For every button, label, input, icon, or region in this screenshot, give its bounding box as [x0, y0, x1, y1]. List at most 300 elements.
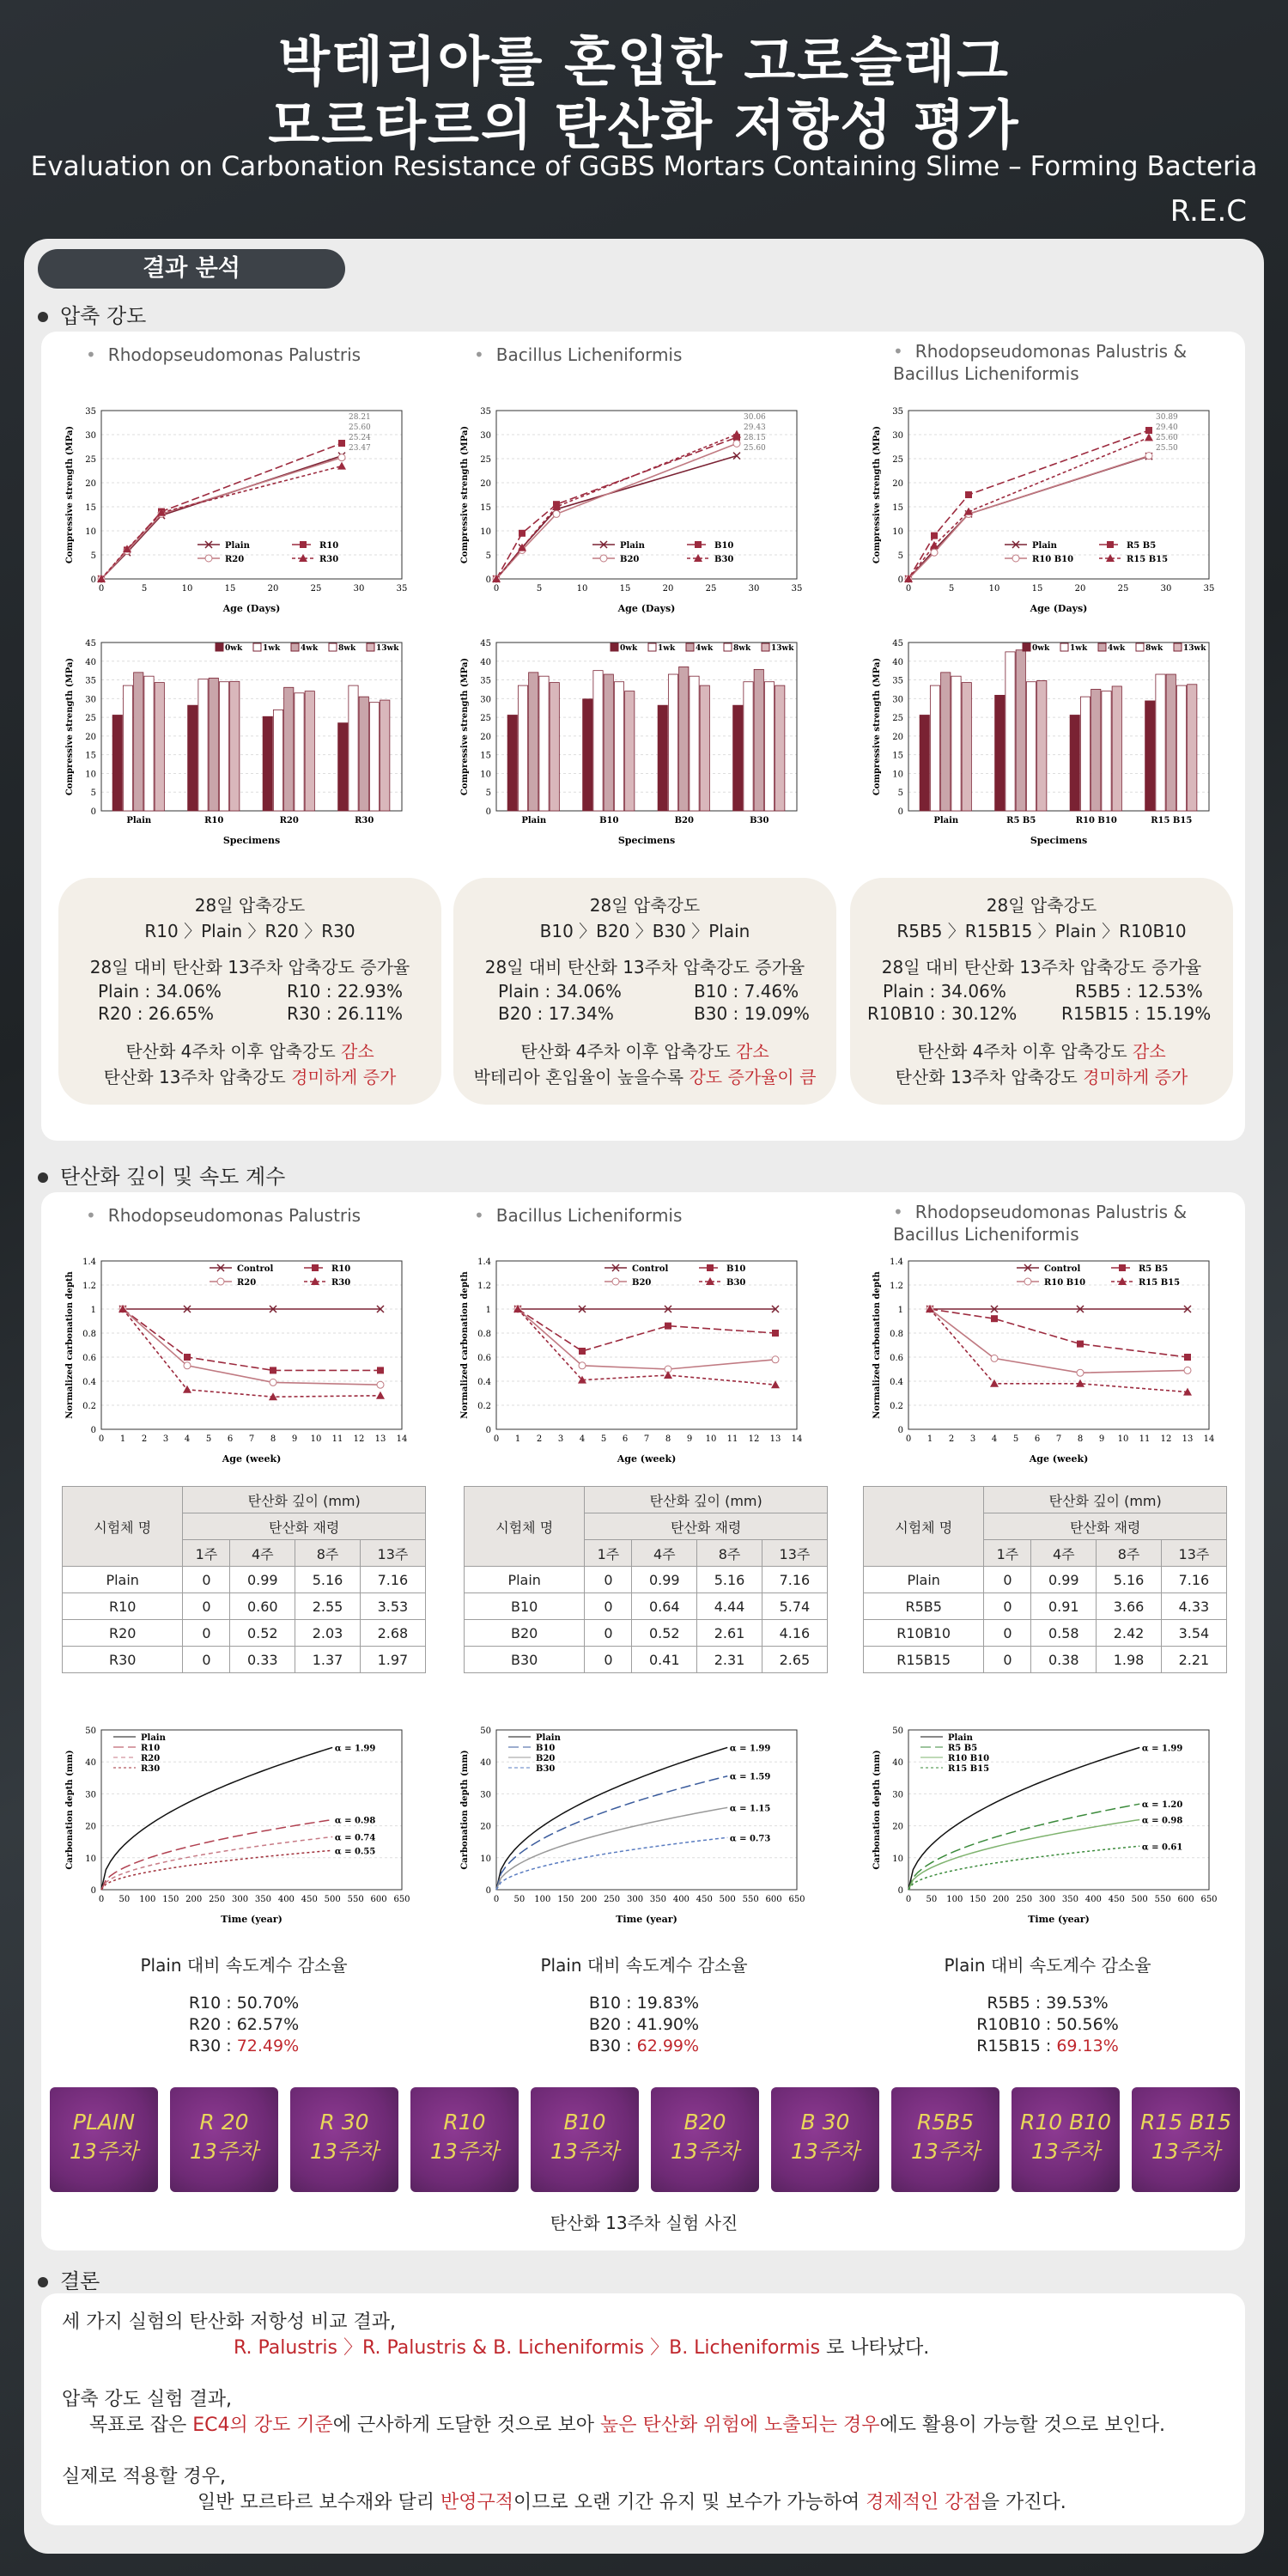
alpha-label: α = 0.98: [334, 1816, 376, 1826]
y-tick-label: 40: [892, 1758, 903, 1769]
data-point: [184, 1362, 191, 1369]
photo-label: 13주차: [790, 2139, 860, 2164]
x-tick-label: 300: [231, 1895, 249, 1904]
x-tick-label: 10: [181, 584, 193, 594]
bar: [604, 674, 613, 811]
table-cell: 0.38: [1031, 1647, 1097, 1673]
summary-note-2: 탄산화 13주차 압축강도 경미하게 증가: [895, 1067, 1188, 1087]
y-tick-label: 0.2: [477, 1402, 491, 1411]
legend-swatch: [1023, 643, 1030, 651]
bar: [273, 709, 283, 811]
y-axis-label: Carbonation depth (mm): [65, 1750, 75, 1870]
y-tick-label: 20: [892, 479, 903, 489]
x-axis-label: Specimens: [617, 835, 676, 846]
species-label-2b: • Bacillus Licheniformis: [474, 1204, 800, 1227]
table-cell: 7.16: [360, 1567, 425, 1593]
table-cell: 5.16: [295, 1567, 361, 1593]
prediction-chart-r: [60, 1714, 438, 1929]
x-tick-label: 600: [370, 1895, 387, 1904]
summary-value: B10 : 7.46%: [694, 981, 799, 1002]
photo-label: 13주차: [189, 2139, 259, 2164]
carbonation-depth-chart-r: [60, 1245, 438, 1469]
legend-label: 13wk: [1183, 644, 1206, 653]
legend-label: 8wk: [338, 644, 356, 653]
x-tick-label: 9: [686, 1434, 693, 1444]
legend-label: 8wk: [733, 644, 751, 653]
data-point: [579, 1348, 586, 1355]
legend-marker: [612, 1278, 619, 1285]
y-axis-label: Compressive strength (MPa): [65, 425, 75, 564]
x-tick-label: 8: [665, 1434, 671, 1444]
lab-name: R.E.C: [1170, 194, 1247, 228]
y-tick-label: 15: [85, 751, 96, 761]
table-cell: 0: [183, 1620, 230, 1647]
legend-label: R10 B10: [1032, 555, 1074, 564]
legend-swatch: [1174, 643, 1182, 651]
x-tick-label: 0: [493, 1434, 500, 1444]
bar: [1005, 652, 1015, 811]
table-cell: 2.42: [1097, 1620, 1162, 1647]
category-label: R20: [279, 816, 299, 825]
table-cell: R10B10: [864, 1620, 984, 1647]
data-label: 25.50: [1156, 444, 1178, 453]
bar: [219, 682, 228, 811]
section-pill: 결과 분석: [38, 249, 345, 289]
table-cell: 1.37: [295, 1647, 361, 1673]
y-tick-label: 0: [90, 807, 96, 817]
y-tick-label: 20: [480, 1822, 491, 1832]
x-tick-label: 14: [1203, 1434, 1215, 1444]
table-row: [864, 1620, 1227, 1647]
bar: [1026, 682, 1036, 811]
prediction-chart-b: [455, 1714, 833, 1929]
legend-label: R10: [319, 541, 339, 551]
bar: [1188, 685, 1197, 811]
x-tick-label: 7: [643, 1434, 650, 1444]
data-point: [337, 462, 346, 470]
data-point: [1145, 453, 1152, 460]
data-point: [1184, 1367, 1191, 1373]
bar: [679, 667, 689, 811]
x-tick-label: 6: [1034, 1434, 1041, 1444]
carbonation-depth-chart-b: [455, 1245, 833, 1469]
summary-heading: 28일 압축강도: [194, 895, 306, 916]
x-tick-label: 0: [98, 584, 105, 594]
table-header: 탄산화 깊이 (mm): [585, 1487, 828, 1513]
legend-label: R20: [141, 1754, 161, 1763]
x-tick-label: 1: [927, 1434, 933, 1444]
table-cell: 7.16: [762, 1567, 827, 1593]
table-cell: 0.64: [632, 1593, 697, 1620]
y-tick-label: 0.2: [82, 1402, 96, 1411]
x-tick-label: 0: [98, 1434, 105, 1444]
bar: [625, 691, 635, 811]
summary-heading: 28일 압축강도: [986, 895, 1097, 916]
table-cell: 2.65: [762, 1647, 827, 1673]
data-point: [991, 1315, 998, 1322]
data-point: [338, 454, 345, 461]
y-axis-label: Carbonation depth (mm): [460, 1750, 470, 1870]
velocity-title-rb: Plain 대비 속도계수 감소율: [944, 1955, 1151, 1976]
bar: [529, 673, 538, 811]
y-tick-label: 15: [892, 751, 903, 761]
series-line: [518, 1309, 775, 1369]
y-tick-label: 15: [85, 503, 96, 513]
data-point: [772, 1330, 779, 1337]
data-label: 23.47: [349, 444, 371, 453]
summary-rate-title: 28일 대비 탄산화 13주차 압축강도 증가율: [484, 957, 805, 977]
x-tick-label: 450: [696, 1895, 713, 1904]
y-tick-label: 20: [85, 732, 96, 742]
category-label: B20: [674, 816, 694, 825]
species-label-3: • Rhodopseudomonas Palustris & Bacillus Licheniformis: [893, 340, 1219, 385]
x-tick-label: 2: [536, 1434, 543, 1444]
photo-label: B 30: [800, 2110, 850, 2134]
legend-label: B30: [714, 555, 734, 564]
x-tick-label: 500: [1131, 1895, 1148, 1904]
legend-label: R5 B5: [1127, 541, 1157, 551]
table-header: 시험체 명: [864, 1487, 984, 1567]
legend-label: B20: [620, 555, 640, 564]
x-axis-label: Age (Days): [1030, 603, 1088, 614]
legend-marker: [1107, 541, 1114, 548]
x-axis-label: Age (Days): [617, 603, 676, 614]
data-point: [931, 549, 938, 556]
species-label-1: • Rhodopseudomonas Palustris: [86, 344, 412, 366]
y-tick-label: 25: [892, 714, 903, 724]
y-tick-label: 0: [897, 1426, 903, 1435]
x-tick-label: 50: [118, 1895, 131, 1904]
y-tick-label: 40: [85, 657, 96, 667]
x-tick-label: 350: [1061, 1895, 1079, 1904]
legend-label: B20: [536, 1754, 556, 1763]
y-tick-label: 20: [892, 732, 903, 742]
x-tick-label: 400: [277, 1895, 295, 1904]
table-header: 탄산화 깊이 (mm): [984, 1487, 1227, 1513]
specimen-photo: [531, 2087, 639, 2192]
bar: [775, 685, 785, 811]
strength-bar-chart-rb: [867, 627, 1245, 850]
bar: [658, 705, 667, 811]
summary-value: R10B10 : 30.12%: [867, 1003, 1018, 1024]
y-axis-label: Normalized carbonation depth: [460, 1271, 470, 1419]
bar: [134, 673, 143, 811]
table-cell: 2.68: [360, 1620, 425, 1647]
photo-label: R15 B15: [1139, 2110, 1232, 2134]
velocity-rates-b: B10 : 19.83% B20 : 41.90% B30 : 62.99%: [588, 1994, 700, 2055]
table-header: 시험체 명: [465, 1487, 585, 1567]
x-tick-label: 13: [1182, 1434, 1194, 1444]
y-tick-label: 30: [892, 431, 903, 441]
table-row: [864, 1593, 1227, 1620]
x-tick-label: 9: [1098, 1434, 1105, 1444]
specimen-photo: [771, 2087, 879, 2192]
bar: [284, 687, 294, 811]
x-tick-label: 35: [1203, 584, 1215, 594]
legend-swatch: [1136, 643, 1144, 651]
alpha-label: α = 0.61: [1141, 1842, 1183, 1853]
summary-value: B20 : 17.34%: [498, 1003, 614, 1024]
data-label: 25.60: [349, 423, 371, 432]
x-tick-label: 8: [1077, 1434, 1084, 1444]
x-tick-label: 400: [672, 1895, 690, 1904]
x-tick-label: 0: [98, 1895, 105, 1904]
bar: [155, 683, 164, 811]
category-label: B10: [599, 816, 619, 825]
x-tick-label: 5: [205, 1434, 212, 1444]
prediction-curve: [101, 1747, 332, 1890]
x-tick-label: 14: [396, 1434, 408, 1444]
category-label: R30: [355, 816, 374, 825]
table-row: [465, 1620, 828, 1647]
data-label: 25.60: [1156, 434, 1178, 442]
bar: [1156, 674, 1165, 811]
x-tick-label: 600: [765, 1895, 782, 1904]
x-tick-label: 5: [948, 584, 955, 594]
y-axis-label: Compressive strength (MPa): [460, 425, 470, 564]
y-tick-label: 0.6: [82, 1354, 96, 1363]
data-point: [377, 1381, 384, 1388]
bar: [507, 715, 517, 811]
photo-label: 13주차: [670, 2139, 740, 2164]
y-tick-label: 0.4: [82, 1378, 96, 1387]
data-point: [270, 1367, 276, 1373]
data-label: 29.40: [1156, 423, 1178, 432]
table-header: 13주: [1161, 1540, 1226, 1567]
strength-line-chart-r: [60, 395, 438, 618]
velocity-title-b: Plain 대비 속도계수 감소율: [540, 1955, 748, 1976]
legend-label: B10: [536, 1744, 556, 1753]
y-axis-label: Normalized carbonation depth: [872, 1271, 882, 1419]
x-tick-label: 10: [310, 1434, 322, 1444]
category-label: R10 B10: [1075, 816, 1117, 825]
data-point: [732, 430, 741, 438]
y-tick-label: 1.2: [82, 1282, 96, 1291]
table-cell: 0.99: [632, 1567, 697, 1593]
legend-swatch: [648, 643, 656, 651]
series-line: [123, 1309, 380, 1385]
prediction-curve: [101, 1850, 332, 1890]
bar: [295, 693, 304, 811]
x-tick-label: 450: [301, 1895, 318, 1904]
x-axis-label: Time (year): [221, 1914, 283, 1925]
photo-label: 13주차: [550, 2139, 620, 2164]
table-cell: 1.97: [360, 1647, 425, 1673]
x-axis-label: Age (week): [222, 1453, 282, 1465]
y-tick-label: 1.4: [82, 1258, 96, 1267]
bar: [1112, 686, 1121, 811]
x-tick-label: 20: [1074, 584, 1086, 594]
table-row: [63, 1647, 426, 1673]
data-point: [269, 1392, 277, 1400]
x-tick-label: 11: [331, 1434, 343, 1444]
photo-label: 13주차: [910, 2139, 981, 2164]
data-point: [553, 510, 560, 517]
photo-label: R 30: [319, 2110, 369, 2134]
series-line: [930, 1309, 1188, 1392]
bar: [550, 683, 559, 811]
data-label: 29.43: [744, 423, 766, 432]
specimen-photo: [1132, 2087, 1240, 2192]
prediction-chart-rb: [867, 1714, 1245, 1929]
y-tick-label: 1: [90, 1306, 96, 1315]
y-tick-label: 0: [90, 575, 96, 585]
x-tick-label: 6: [227, 1434, 234, 1444]
x-tick-label: 650: [1200, 1895, 1218, 1904]
legend-marker: [312, 1264, 319, 1271]
x-tick-label: 0: [493, 584, 500, 594]
x-tick-label: 5: [1012, 1434, 1019, 1444]
bar: [539, 676, 549, 811]
prediction-curve: [908, 1819, 1139, 1890]
subtitle: Evaluation on Carbonation Resistance of GGBS Mortars Containing Slime – Forming Bacteria: [30, 151, 1258, 182]
legend-label: Control: [632, 1264, 669, 1274]
bar: [920, 715, 929, 811]
y-tick-label: 15: [480, 751, 491, 761]
bar: [1070, 715, 1079, 811]
x-tick-label: 250: [209, 1895, 226, 1904]
table-row: [465, 1593, 828, 1620]
y-tick-label: 1.2: [890, 1282, 903, 1291]
y-tick-label: 50: [85, 1726, 96, 1736]
x-tick-label: 25: [310, 584, 322, 594]
legend-label: 4wk: [301, 644, 319, 653]
y-tick-label: 0.6: [890, 1354, 903, 1363]
strength-line-chart-b: [455, 395, 833, 618]
x-tick-label: 500: [719, 1895, 736, 1904]
depth-table-r: [62, 1486, 426, 1673]
photo-label: 13주차: [69, 2139, 139, 2164]
x-tick-label: 13: [769, 1434, 781, 1444]
data-point: [772, 1356, 779, 1363]
y-tick-label: 1.2: [477, 1282, 491, 1291]
bar: [518, 685, 527, 811]
x-tick-label: 450: [1108, 1895, 1125, 1904]
category-label: Plain: [126, 816, 152, 825]
y-tick-label: 35: [480, 407, 491, 417]
legend-label: R15 B15: [1127, 555, 1169, 564]
x-tick-label: 5: [600, 1434, 607, 1444]
x-tick-label: 1: [514, 1434, 521, 1444]
legend-marker: [695, 541, 702, 548]
x-tick-label: 650: [393, 1895, 410, 1904]
bar: [733, 705, 743, 811]
x-tick-label: 100: [534, 1895, 551, 1904]
conclusion-line: 압축 강도 실험 결과,: [62, 2389, 232, 2410]
bar: [230, 681, 240, 811]
summary-value: R20 : 26.65%: [98, 1003, 215, 1024]
summary-note-2: 탄산화 13주차 압축강도 경미하게 증가: [103, 1067, 397, 1087]
x-tick-label: 0: [905, 1895, 912, 1904]
summary-note-2: 박테리아 혼입율이 높을수록 강도 증가율이 큼: [473, 1067, 817, 1087]
summary-note-1: 탄산화 4주차 이후 압축강도 감소: [520, 1041, 769, 1062]
y-tick-label: 40: [480, 1758, 491, 1769]
table-cell: 0.41: [632, 1647, 697, 1673]
data-point: [665, 1323, 671, 1330]
carbonation-depth-chart-rb: [867, 1245, 1245, 1469]
series-line: [518, 1309, 775, 1385]
x-tick-label: 13: [374, 1434, 386, 1444]
table-cell: R5B5: [864, 1593, 984, 1620]
bar: [1166, 674, 1176, 811]
table-cell: 7.16: [1161, 1567, 1226, 1593]
y-tick-label: 1: [897, 1306, 903, 1315]
prediction-curve: [496, 1807, 727, 1890]
summary-card-rb: [850, 878, 1233, 1105]
table-header: 13주: [762, 1540, 827, 1567]
x-tick-label: 550: [1154, 1895, 1171, 1904]
y-tick-label: 40: [480, 657, 491, 667]
x-tick-label: 10: [576, 584, 588, 594]
y-tick-label: 0.6: [477, 1354, 491, 1363]
specimen-photo: [170, 2087, 278, 2192]
legend-label: R30: [331, 1278, 351, 1288]
legend-marker: [600, 555, 607, 562]
alpha-label: α = 0.55: [334, 1847, 376, 1857]
data-point: [377, 1367, 384, 1373]
conclusion-line: 세 가지 실험의 탄산화 저항성 비교 결과,: [62, 2311, 396, 2333]
bar: [951, 676, 961, 811]
legend-label: Plain: [141, 1733, 166, 1743]
category-label: B30: [750, 816, 769, 825]
y-tick-label: 35: [892, 407, 903, 417]
table-cell: 2.21: [1161, 1647, 1226, 1673]
summary-card-b: [453, 878, 836, 1105]
strength-bar-chart-b: [455, 627, 833, 850]
x-tick-label: 50: [513, 1895, 526, 1904]
table-cell: 2.31: [697, 1647, 762, 1673]
y-tick-label: 10: [892, 1854, 903, 1864]
y-tick-label: 35: [892, 676, 903, 686]
bar: [349, 685, 358, 811]
section-conclusion: 결론: [38, 2264, 100, 2294]
series-line: [518, 1309, 775, 1351]
y-tick-label: 1.4: [477, 1258, 491, 1267]
table-cell: R15B15: [864, 1647, 984, 1673]
table-cell: 2.55: [295, 1593, 361, 1620]
table-cell: 2.61: [697, 1620, 762, 1647]
y-tick-label: 45: [480, 639, 491, 649]
table-cell: 0: [585, 1593, 632, 1620]
y-tick-label: 35: [480, 676, 491, 686]
y-tick-label: 10: [85, 1854, 96, 1864]
prediction-curve: [101, 1819, 332, 1890]
x-tick-label: 4: [184, 1434, 191, 1444]
table-header: 13주: [360, 1540, 425, 1567]
alpha-label: α = 0.73: [729, 1834, 771, 1844]
legend-label: R5 B5: [1139, 1264, 1169, 1274]
legend-label: Control: [1044, 1264, 1081, 1274]
legend-marker: [1012, 555, 1019, 562]
y-axis-label: Carbonation depth (mm): [872, 1750, 882, 1870]
x-tick-label: 20: [662, 584, 674, 594]
summary-value: R30 : 26.11%: [287, 1003, 404, 1024]
y-tick-label: 20: [480, 732, 491, 742]
summary-value: Plain : 34.06%: [883, 981, 1006, 1002]
y-tick-label: 30: [85, 695, 96, 705]
photo-label: B20: [683, 2110, 726, 2134]
x-tick-label: 250: [1016, 1895, 1033, 1904]
x-tick-label: 11: [1139, 1434, 1151, 1444]
photo-label: R10: [443, 2110, 486, 2134]
bar: [995, 695, 1005, 811]
category-label: R10: [204, 816, 224, 825]
x-tick-label: 350: [254, 1895, 272, 1904]
y-tick-label: 30: [480, 431, 491, 441]
table-cell: B20: [465, 1620, 585, 1647]
y-tick-label: 25: [85, 455, 96, 465]
table-header: 8주: [697, 1540, 762, 1567]
